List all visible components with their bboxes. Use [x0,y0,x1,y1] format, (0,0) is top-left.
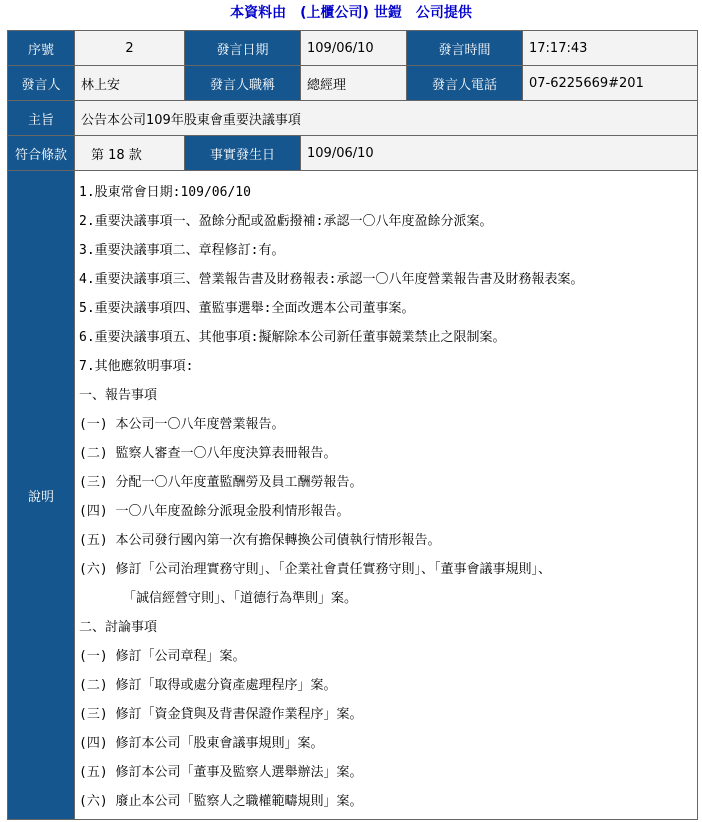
description-line: 5.重要決議事項四、董監事選舉:全面改選本公司董事案。 [79,301,415,316]
description-line: 「誠信經營守則」、「道德行為準則」案。 [123,591,358,606]
description-line: (二) 修訂「取得或處分資產處理程序」案。 [79,678,337,693]
speaker-value: 林上安 [75,66,185,101]
description-line: (三) 分配一〇八年度董監酬勞及員工酬勞報告。 [79,475,363,490]
description-line: (二) 監察人審查一〇八年度決算表冊報告。 [79,446,337,461]
description-line: 3.重要決議事項二、章程修訂:有。 [79,243,285,258]
speaker-title-value: 總經理 [301,66,407,101]
description-line: (四) 一〇八年度盈餘分派現金股利情形報告。 [79,504,350,519]
description-line: (六) 修訂「公司治理實務守則」、「企業社會責任實務守則」、「董事會議事規則」、 [79,562,551,577]
description-line: (一) 本公司一〇八年度營業報告。 [79,417,285,432]
row-serial [8,31,698,66]
speaker-label: 發言人 [8,66,75,101]
description-line: 2.重要決議事項一、盈餘分配或盈虧撥補:承認一〇八年度盈餘分派案。 [79,214,493,229]
row-subject [8,101,698,136]
subject-label: 主旨 [8,101,75,136]
speaker-title-label: 發言人職稱 [185,66,301,101]
speak-time-label: 發言時間 [407,31,523,66]
description-line: (一) 修訂「公司章程」案。 [79,649,246,664]
description-label: 說明 [8,171,75,820]
speak-time-value: 17:17:43 [523,31,698,66]
clause-label: 符合條款 [8,136,75,171]
description-content [75,171,698,820]
description-line: 二、討論事項 [79,620,158,635]
description-lines [79,178,697,816]
description-line: (五) 修訂本公司「董事及監察人選舉辦法」案。 [79,765,363,780]
description-line: (五) 本公司發行國內第一次有擔保轉換公司債執行情形報告。 [79,533,441,548]
page-title: 本資料由 (上櫃公司) 世鎧 公司提供 [230,5,472,21]
row-speaker [8,66,698,101]
speaker-phone-label: 發言人電話 [407,66,523,101]
speaker-phone-value: 07-6225669#201 [523,66,698,101]
description-line: 1.股東常會日期:109/06/10 [79,185,251,200]
row-description [8,171,698,820]
description-line: 4.重要決議事項三、營業報告書及財務報表:承認一〇八年度營業報告書及財務報表案。 [79,272,584,287]
description-line: 7.其他應敘明事項: [79,359,194,374]
event-date-value: 109/06/10 [301,136,698,171]
row-clause [8,136,698,171]
announcement-table [7,30,698,820]
serial-value: 2 [75,31,185,66]
clause-value: 第 18 款 [75,136,185,171]
description-line: (三) 修訂「資金貸與及背書保證作業程序」案。 [79,707,363,722]
description-line: 6.重要決議事項五、其他事項:擬解除本公司新任董事競業禁止之限制案。 [79,330,506,345]
serial-label: 序號 [8,31,75,66]
speak-date-value: 109/06/10 [301,31,407,66]
description-line: (四) 修訂本公司「股東會議事規則」案。 [79,736,324,751]
subject-value: 公告本公司109年股東會重要決議事項 [75,101,698,136]
event-date-label: 事實發生日 [185,136,301,171]
description-line: (六) 廢止本公司「監察人之職權範疇規則」案。 [79,794,363,809]
description-line: 一、報告事項 [79,388,158,403]
speak-date-label: 發言日期 [185,31,301,66]
